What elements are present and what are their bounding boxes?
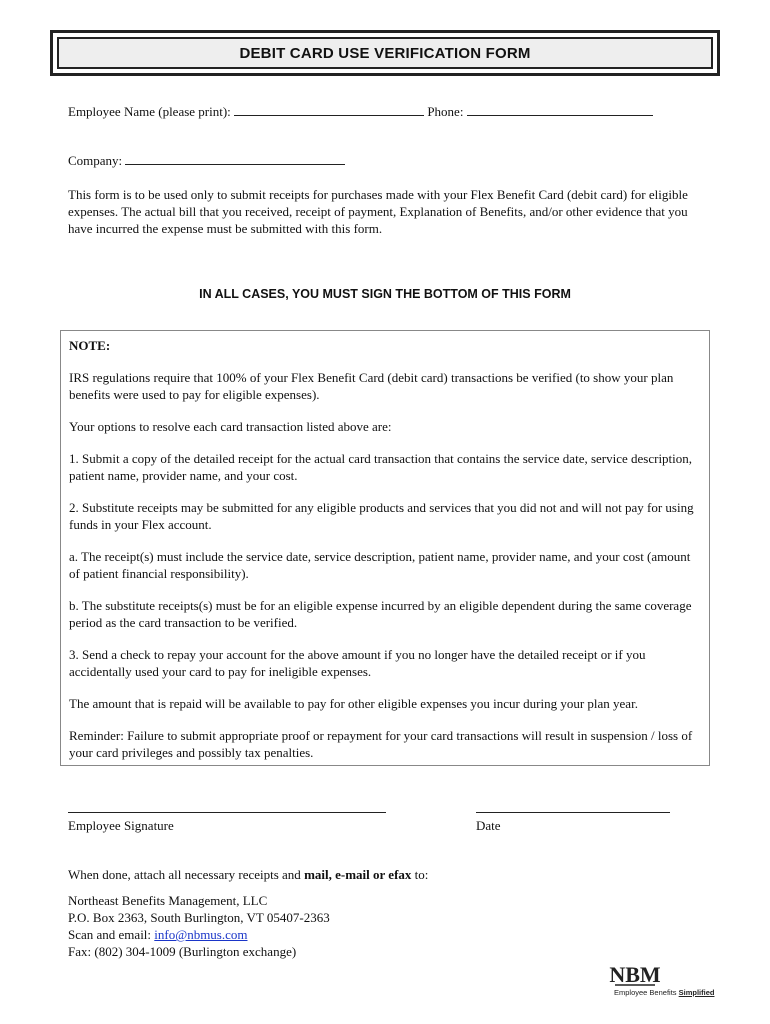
company-field[interactable]: [125, 153, 345, 165]
note-paragraph: a. The receipt(s) must include the service date, service description, patient name, provider name, and your cost (amount of patient financial responsibility).: [69, 549, 691, 581]
phone-label: Phone:: [427, 104, 464, 119]
employee-signature-label: Employee Signature: [68, 818, 174, 833]
submit-prefix: When done, attach all necessary receipts and: [68, 867, 305, 882]
logo-tagline-emphasis: Simplified: [678, 988, 715, 997]
employee-name-label: Employee Name (please print):: [68, 104, 231, 119]
note-paragraph: Reminder: Failure to submit appropriate proof or repayment for your card transactions will result in suspension / loss of your card privileges and possibly tax penalties.: [69, 728, 693, 760]
note-paragraph: IRS regulations require that 100% of your Flex Benefit Card (debit card) transactions be verified (to show your plan benefits were used to pay for eligible expenses).: [69, 370, 674, 402]
note-paragraph: 3. Send a check to repay your account for the above amount if you no longer have the detailed receipt or if you accidentally used your card to pay for ineligible expenses.: [69, 647, 646, 679]
logo-tagline: [614, 988, 714, 997]
nbm-logo: [609, 958, 715, 1000]
phone-field[interactable]: [467, 104, 653, 116]
company-label: Company:: [68, 153, 123, 168]
submit-methods: mail, e-mail or efax: [304, 867, 412, 882]
address-fax: Fax: (802) 304-1009 (Burlington exchange): [68, 944, 297, 959]
address-company: Northeast Benefits Management, LLC: [68, 893, 268, 908]
note-paragraph: 2. Substitute receipts may be submitted for any eligible products and services that you did not and will not pay for using funds in your Flex account.: [69, 500, 694, 532]
note-title: NOTE:: [69, 338, 111, 353]
company-row: [68, 153, 345, 169]
address-email-row: [68, 926, 330, 943]
logo-tagline-prefix: Employee Benefits: [614, 988, 679, 997]
mailing-address: [68, 892, 330, 960]
note-paragraph: Your options to resolve each card transaction listed above are:: [69, 419, 392, 434]
address-email-label: Scan and email:: [68, 927, 155, 942]
intro-paragraph: This form is to be used only to submit receipts for purchases made with your Flex Benefit Card (debit card) for eligible expenses. The actual bill that you received, receipt of payment, Explanation of Benefits, and/or other evidence that you have incurred the expense must be submitted with this form.: [68, 187, 688, 236]
date-label: Date: [476, 818, 501, 833]
employee-signature-field[interactable]: [68, 812, 386, 813]
nbm-logo-mark: [609, 958, 661, 988]
submit-instructions: [68, 867, 428, 883]
logo-mark-text: NBM: [609, 962, 661, 987]
date-field[interactable]: [476, 812, 670, 813]
must-sign-notice: IN ALL CASES, YOU MUST SIGN THE BOTTOM OF THIS FORM: [199, 287, 571, 301]
title-box: [50, 30, 720, 76]
note-box: [60, 330, 710, 766]
form-title: DEBIT CARD USE VERIFICATION FORM: [239, 44, 531, 62]
email-link[interactable]: info@nbmus.com: [154, 927, 248, 942]
note-paragraph: b. The substitute receipts(s) must be for an eligible expense incurred by an eligible dependent during the same coverage period as the card transaction to be verified.: [69, 598, 692, 630]
address-po-box: P.O. Box 2363, South Burlington, VT 05407-2363: [68, 910, 330, 925]
employee-name-field[interactable]: [234, 104, 424, 116]
note-paragraph: 1. Submit a copy of the detailed receipt for the actual card transaction that contains the service date, service description, patient name, provider name, and your cost.: [69, 451, 693, 483]
title-inner-border: [57, 37, 713, 69]
employee-name-row: [68, 104, 653, 120]
submit-suffix: to:: [411, 867, 429, 882]
note-paragraph: The amount that is repaid will be available to pay for other eligible expenses you incur during your plan year.: [69, 696, 638, 711]
note-content: [69, 337, 703, 776]
